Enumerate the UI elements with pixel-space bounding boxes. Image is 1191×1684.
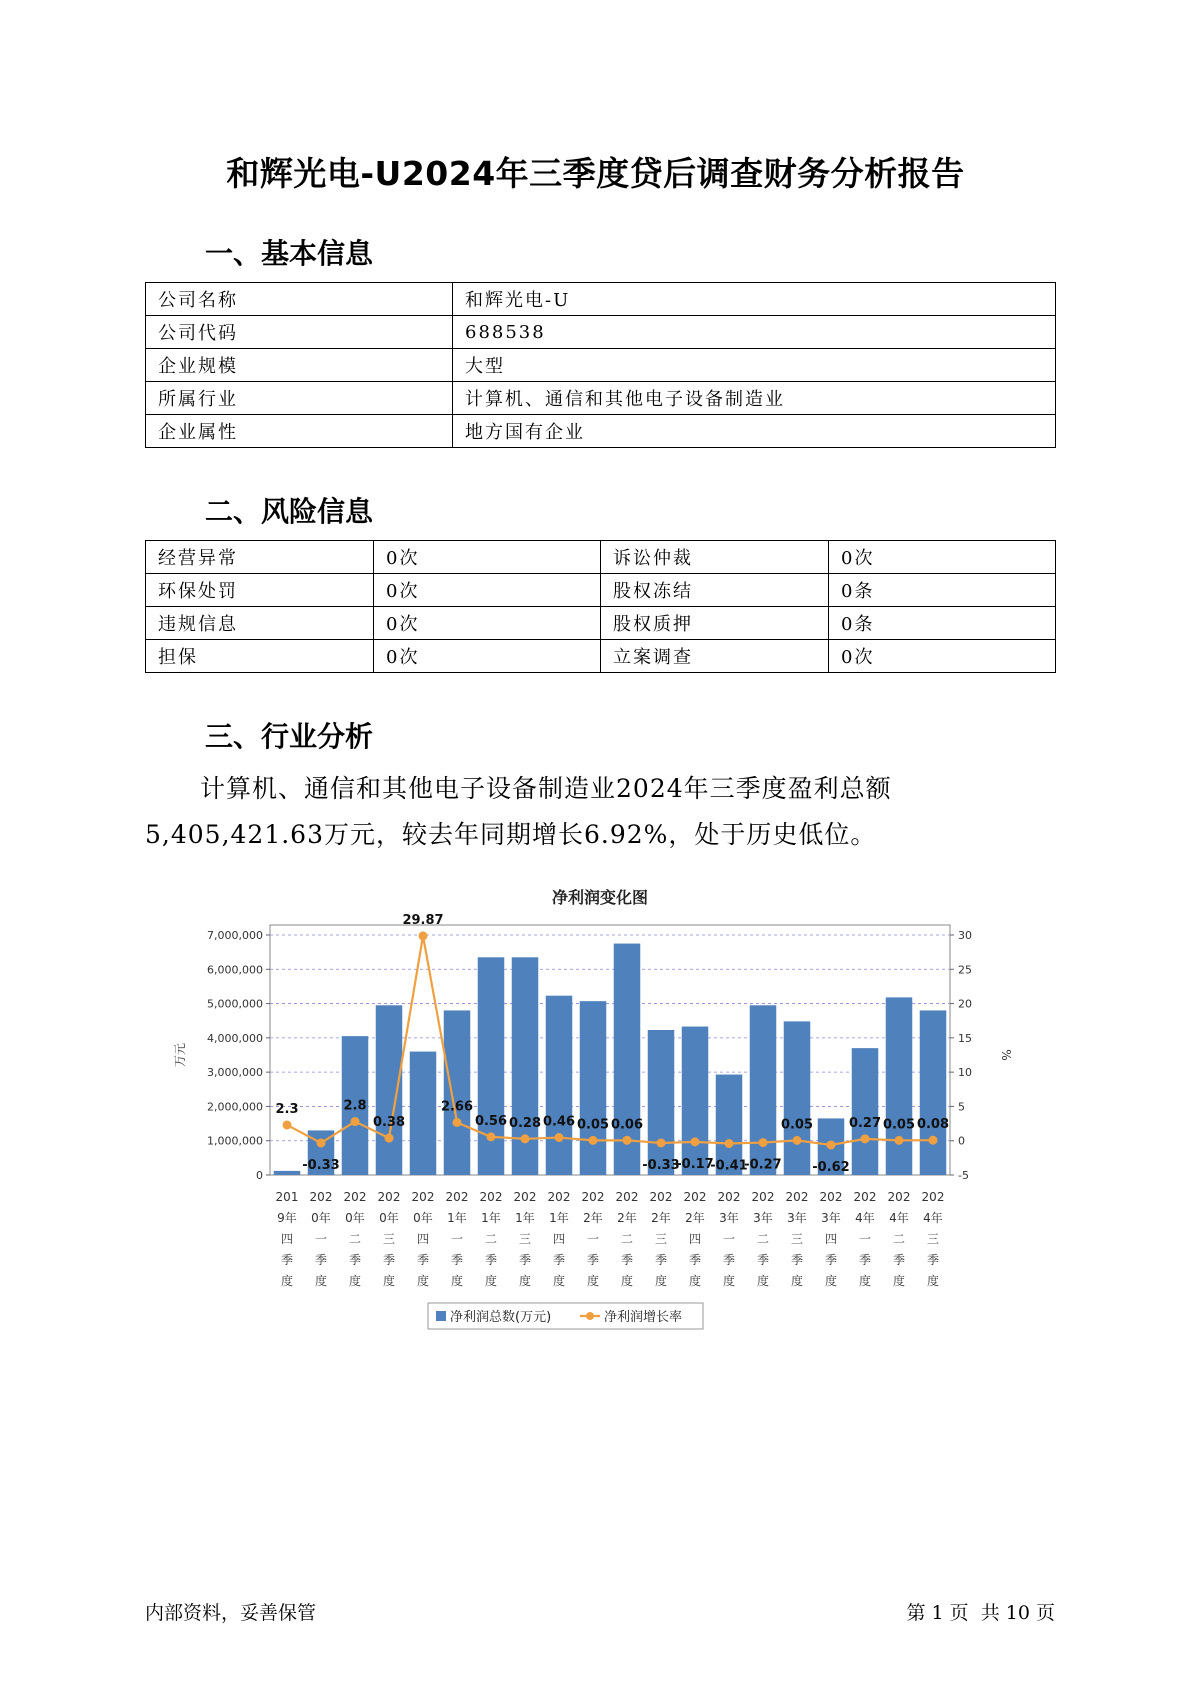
growth-data-label: 0.56 bbox=[474, 1113, 508, 1129]
x-tick-label: 202 4年二季度 bbox=[887, 1190, 911, 1288]
growth-data-label: 29.87 bbox=[402, 912, 444, 928]
risk-value: 0次 bbox=[829, 640, 1056, 673]
growth-point bbox=[487, 1132, 496, 1141]
risk-label: 立案调查 bbox=[601, 640, 829, 673]
y2-tick-label: 30 bbox=[958, 929, 972, 942]
y2-tick-label: 20 bbox=[958, 997, 972, 1011]
growth-point bbox=[929, 1136, 938, 1145]
x-tick-label: 202 2年二季度 bbox=[615, 1190, 639, 1288]
risk-value: 0次 bbox=[374, 607, 601, 640]
table-row bbox=[146, 640, 1056, 673]
growth-data-label: -0.33 bbox=[642, 1157, 680, 1173]
growth-data-label: -0.17 bbox=[676, 1156, 714, 1172]
y2-axis-label: % bbox=[999, 1049, 1013, 1061]
info-value: 地方国有企业 bbox=[453, 415, 1056, 448]
table-row bbox=[146, 415, 1056, 448]
growth-point bbox=[657, 1138, 666, 1147]
growth-point bbox=[793, 1136, 802, 1145]
x-tick-label: 202 4年一季度 bbox=[853, 1190, 877, 1288]
section-basic-info-heading: 一、基本信息 bbox=[205, 237, 374, 270]
info-value: 和辉光电-U bbox=[453, 283, 1056, 316]
paragraph-line: 5,405,421.63万元，较去年同期增长6.92%，处于历史低位。 bbox=[145, 820, 877, 849]
legend-line-label: 净利润增长率 bbox=[604, 1310, 683, 1325]
table-row bbox=[146, 283, 1056, 316]
y-tick-label: 6,000,000 bbox=[207, 963, 263, 977]
x-tick-label: 202 1年二季度 bbox=[479, 1190, 503, 1288]
growth-point bbox=[419, 931, 428, 940]
section-industry-heading: 三、行业分析 bbox=[205, 720, 374, 753]
growth-data-label: 0.05 bbox=[882, 1117, 916, 1133]
bar bbox=[478, 957, 505, 1175]
risk-info-table bbox=[145, 540, 1056, 673]
y-tick-label: 5,000,000 bbox=[207, 997, 263, 1011]
table-row bbox=[146, 316, 1056, 349]
section-risk-info-heading: 二、风险信息 bbox=[205, 495, 374, 528]
growth-point bbox=[521, 1134, 530, 1143]
growth-data-label: -0.41 bbox=[710, 1158, 748, 1174]
x-tick-label: 202 1年四季度 bbox=[547, 1190, 571, 1288]
risk-label: 担保 bbox=[146, 640, 374, 673]
bar bbox=[580, 1001, 607, 1175]
info-value: 大型 bbox=[453, 349, 1056, 382]
growth-point bbox=[453, 1118, 462, 1127]
x-tick-label: 202 4年三季度 bbox=[921, 1190, 945, 1288]
bar bbox=[852, 1048, 879, 1175]
x-tick-label: 202 2年一季度 bbox=[581, 1190, 605, 1288]
growth-data-label: -0.33 bbox=[302, 1157, 340, 1173]
bar bbox=[444, 1010, 471, 1175]
y2-tick-label: -5 bbox=[958, 1169, 969, 1182]
chart-title: 净利润变化图 bbox=[551, 888, 649, 907]
y-tick-label: 2,000,000 bbox=[207, 1100, 263, 1114]
table-row bbox=[146, 349, 1056, 382]
bar bbox=[682, 1027, 709, 1175]
x-tick-label: 202 0年一季度 bbox=[309, 1190, 333, 1288]
growth-point bbox=[555, 1133, 564, 1142]
growth-data-label: -0.27 bbox=[744, 1157, 782, 1173]
growth-point bbox=[317, 1138, 326, 1147]
growth-point bbox=[759, 1138, 768, 1147]
y-tick-label: 0 bbox=[256, 1169, 263, 1182]
risk-value: 0次 bbox=[374, 640, 601, 673]
growth-data-label: 0.38 bbox=[372, 1115, 406, 1131]
bar bbox=[376, 1005, 403, 1175]
growth-data-label: 0.05 bbox=[576, 1117, 610, 1133]
growth-point bbox=[385, 1134, 394, 1143]
x-tick-label: 202 2年三季度 bbox=[649, 1190, 673, 1288]
bar bbox=[784, 1021, 811, 1175]
risk-value: 0条 bbox=[829, 574, 1056, 607]
bar bbox=[274, 1171, 301, 1175]
growth-data-label: 0.06 bbox=[610, 1117, 644, 1133]
footer-page-number: 第 1 页 共 10 页 bbox=[906, 1602, 1055, 1624]
legend-line-marker bbox=[586, 1312, 594, 1320]
risk-label: 股权冻结 bbox=[601, 574, 829, 607]
legend-bar-swatch bbox=[436, 1311, 446, 1321]
bar bbox=[648, 1030, 675, 1175]
info-value: 688538 bbox=[453, 316, 1056, 349]
x-tick-label: 202 0年四季度 bbox=[411, 1190, 435, 1288]
table-row bbox=[146, 541, 1056, 574]
growth-point bbox=[351, 1117, 360, 1126]
risk-value: 0次 bbox=[374, 541, 601, 574]
x-tick-label: 202 0年三季度 bbox=[377, 1190, 401, 1288]
y-tick-label: 1,000,000 bbox=[207, 1134, 263, 1148]
x-tick-label: 202 1年一季度 bbox=[445, 1190, 469, 1288]
bar bbox=[546, 996, 573, 1175]
growth-data-label: 2.66 bbox=[440, 1099, 474, 1115]
x-tick-label: 202 0年二季度 bbox=[343, 1190, 367, 1288]
risk-label: 环保处罚 bbox=[146, 574, 374, 607]
info-value: 计算机、通信和其他电子设备制造业 bbox=[453, 382, 1056, 415]
growth-data-label: 0.08 bbox=[916, 1117, 950, 1133]
risk-value: 0条 bbox=[829, 607, 1056, 640]
legend-bar-label: 净利润总数(万元) bbox=[450, 1310, 552, 1325]
report-title: 和辉光电-U2024年三季度贷后调查财务分析报告 bbox=[226, 154, 965, 193]
plot-area-frame bbox=[270, 925, 950, 1175]
x-tick-label: 202 3年四季度 bbox=[819, 1190, 843, 1288]
x-tick-label: 201 9年四季度 bbox=[275, 1190, 299, 1288]
risk-label: 诉讼仲裁 bbox=[601, 541, 829, 574]
growth-point bbox=[725, 1139, 734, 1148]
growth-data-label: 0.46 bbox=[542, 1114, 576, 1130]
y2-tick-label: 0 bbox=[958, 1134, 965, 1148]
growth-data-label: 2.3 bbox=[275, 1101, 299, 1117]
risk-label: 违规信息 bbox=[146, 607, 374, 640]
growth-data-label: 0.05 bbox=[780, 1117, 814, 1133]
footer-confidential: 内部资料，妥善保管 bbox=[145, 1602, 317, 1624]
risk-label: 股权质押 bbox=[601, 607, 829, 640]
bar bbox=[920, 1010, 947, 1175]
growth-data-label: 0.28 bbox=[508, 1115, 542, 1131]
info-label: 企业规模 bbox=[146, 349, 453, 382]
y2-tick-label: 5 bbox=[958, 1100, 965, 1114]
x-tick-label: 202 1年三季度 bbox=[513, 1190, 537, 1288]
y2-tick-label: 25 bbox=[958, 963, 972, 977]
growth-point bbox=[861, 1134, 870, 1143]
y-tick-label: 7,000,000 bbox=[207, 929, 263, 942]
growth-point bbox=[895, 1136, 904, 1145]
risk-label: 经营异常 bbox=[146, 541, 374, 574]
y-tick-label: 3,000,000 bbox=[207, 1066, 263, 1080]
y2-tick-label: 10 bbox=[958, 1066, 972, 1080]
growth-point bbox=[827, 1140, 836, 1149]
growth-point bbox=[283, 1120, 292, 1129]
growth-data-label: 2.8 bbox=[343, 1098, 367, 1114]
risk-value: 0次 bbox=[829, 541, 1056, 574]
y-tick-label: 4,000,000 bbox=[207, 1031, 263, 1045]
bar bbox=[886, 997, 913, 1175]
info-label: 所属行业 bbox=[146, 382, 453, 415]
net-profit-chart bbox=[170, 885, 1013, 1345]
y-axis-label: 万元 bbox=[173, 1042, 187, 1068]
x-tick-label: 202 3年二季度 bbox=[751, 1190, 775, 1288]
x-tick-label: 202 2年四季度 bbox=[683, 1190, 707, 1288]
growth-point bbox=[691, 1137, 700, 1146]
bar bbox=[750, 1005, 777, 1175]
table-row bbox=[146, 607, 1056, 640]
info-label: 公司名称 bbox=[146, 283, 453, 316]
growth-data-label: -0.62 bbox=[812, 1159, 850, 1175]
growth-data-label: 0.27 bbox=[848, 1115, 882, 1131]
growth-point bbox=[623, 1136, 632, 1145]
info-label: 企业属性 bbox=[146, 415, 453, 448]
y2-tick-label: 15 bbox=[958, 1031, 972, 1045]
chart-svg bbox=[170, 885, 1013, 1345]
x-tick-label: 202 3年一季度 bbox=[717, 1190, 741, 1288]
growth-point bbox=[589, 1136, 598, 1145]
table-row bbox=[146, 574, 1056, 607]
bar bbox=[410, 1052, 437, 1175]
info-label: 公司代码 bbox=[146, 316, 453, 349]
industry-paragraph bbox=[145, 766, 1055, 858]
x-tick-label: 202 3年三季度 bbox=[785, 1190, 809, 1288]
basic-info-table bbox=[145, 282, 1056, 448]
table-row bbox=[146, 382, 1056, 415]
risk-value: 0次 bbox=[374, 574, 601, 607]
paragraph-line: 计算机、通信和其他电子设备制造业2024年三季度盈利总额 bbox=[200, 774, 892, 803]
